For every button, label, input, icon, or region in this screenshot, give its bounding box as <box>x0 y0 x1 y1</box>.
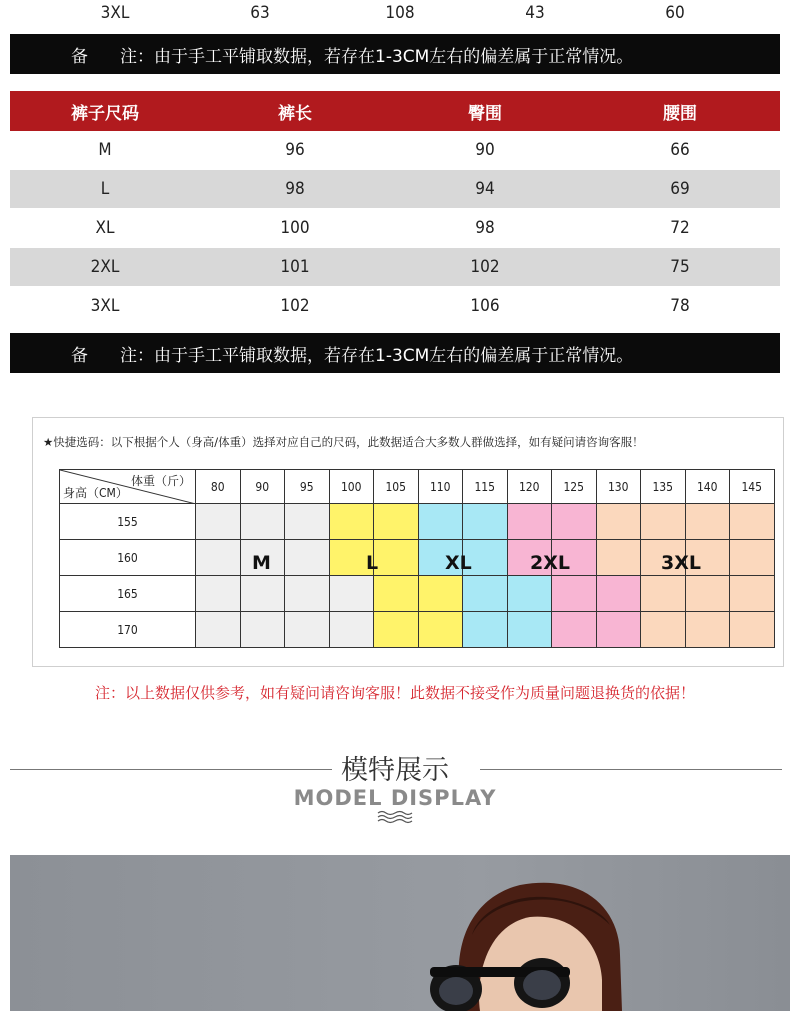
cell-length: 102 <box>280 296 310 316</box>
header-hip: 臀围 <box>468 103 502 124</box>
top-row-c4: 43 <box>525 3 545 23</box>
table-row <box>10 248 780 286</box>
pants-table-header <box>10 91 780 131</box>
grid-cell <box>329 504 374 540</box>
grid-cell <box>374 612 419 648</box>
note-label: 备 <box>71 46 88 67</box>
grid-cell <box>730 612 775 648</box>
height-header: 155 <box>60 504 196 540</box>
cell-waist: 69 <box>670 179 690 199</box>
size-label-2xl: 2XL <box>530 552 570 574</box>
note-label: 备 <box>71 345 88 366</box>
model-photo-graphic <box>10 855 790 1011</box>
header-waist: 腰围 <box>663 103 697 124</box>
top-table-row <box>0 0 790 26</box>
size-label-xl: XL <box>445 552 472 574</box>
height-header: 165 <box>60 576 196 612</box>
cell-waist: 75 <box>670 257 690 277</box>
table-row <box>10 170 780 208</box>
weight-header: 145 <box>730 470 775 504</box>
size-label-m: M <box>252 552 271 574</box>
grid-cell <box>685 540 730 576</box>
grid-cell <box>596 576 641 612</box>
grid-cell <box>507 540 552 576</box>
grid-cell <box>374 576 419 612</box>
grid-cell <box>196 576 241 612</box>
cell-hip: 106 <box>470 296 500 316</box>
grid-cell <box>596 540 641 576</box>
grid-cell <box>552 612 597 648</box>
grid-cell <box>507 576 552 612</box>
grid-cell <box>329 540 374 576</box>
table-row <box>10 287 780 325</box>
chart-intro: ★快捷选码：以下根据个人（身高/体重）选择对应自己的尺码，此数据适合大多数人群做选择，如有疑问请咨询客服！ <box>43 435 644 449</box>
size-label-3xl: 3XL <box>661 552 701 574</box>
grid-cell <box>374 504 419 540</box>
grid-cell <box>463 612 508 648</box>
grid-cell <box>418 540 463 576</box>
cell-length: 96 <box>285 140 305 160</box>
cell-size: M <box>98 140 112 160</box>
corner-height-label: 身高（CM） <box>63 486 128 500</box>
grid-cell <box>463 576 508 612</box>
top-row-c5: 60 <box>665 3 685 23</box>
model-title: 模特展示 <box>341 755 449 786</box>
weight-header: 140 <box>685 470 730 504</box>
grid-cell <box>329 576 374 612</box>
cell-size: 2XL <box>90 257 120 277</box>
grid-cell <box>507 504 552 540</box>
grid-cell <box>285 576 330 612</box>
cell-size: 3XL <box>90 296 120 316</box>
grid-cell <box>196 612 241 648</box>
grid-cell <box>685 612 730 648</box>
grid-cell <box>240 504 285 540</box>
note-bar-bottom <box>10 333 780 373</box>
grid-cell <box>596 612 641 648</box>
top-row-size: 3XL <box>100 3 130 23</box>
wave-icon <box>377 810 413 824</box>
grid-corner <box>60 470 196 504</box>
cell-length: 101 <box>280 257 310 277</box>
grid-cell <box>240 576 285 612</box>
grid-cell <box>641 612 686 648</box>
weight-header: 80 <box>196 470 241 504</box>
grid-cell <box>641 504 686 540</box>
grid-cell <box>641 540 686 576</box>
grid-cell <box>596 504 641 540</box>
cell-waist: 78 <box>670 296 690 316</box>
grid-cell <box>685 576 730 612</box>
grid-cell <box>507 612 552 648</box>
weight-header: 135 <box>641 470 686 504</box>
cell-waist: 72 <box>670 218 690 238</box>
disclaimer-text: 注：以上数据仅供参考，如有疑问请咨询客服！此数据不接受作为质量问题退换货的依据！ <box>94 684 695 702</box>
cell-hip: 98 <box>475 218 495 238</box>
grid-cell <box>730 540 775 576</box>
cell-size: XL <box>95 218 115 238</box>
height-header: 170 <box>60 612 196 648</box>
weight-header: 105 <box>374 470 419 504</box>
cell-length: 98 <box>285 179 305 199</box>
height-header: 160 <box>60 540 196 576</box>
grid-cell <box>418 576 463 612</box>
grid-cell <box>730 576 775 612</box>
grid-cell <box>196 540 241 576</box>
weight-header: 110 <box>418 470 463 504</box>
grid-cell <box>463 504 508 540</box>
grid-cell <box>240 612 285 648</box>
cell-hip: 102 <box>470 257 500 277</box>
note-bar-top <box>10 34 780 74</box>
model-subtitle: MODEL DISPLAY <box>293 786 497 810</box>
grid-cell <box>685 504 730 540</box>
header-size: 裤子尺码 <box>71 103 139 124</box>
grid-cell <box>374 540 419 576</box>
model-photo <box>10 855 790 1011</box>
top-row-c3: 108 <box>385 3 415 23</box>
cell-waist: 66 <box>670 140 690 160</box>
cell-hip: 94 <box>475 179 495 199</box>
grid-cell <box>552 504 597 540</box>
weight-header: 100 <box>329 470 374 504</box>
grid-cell <box>285 612 330 648</box>
cell-size: L <box>100 179 110 199</box>
header-length: 裤长 <box>278 103 312 124</box>
note-text: 注：由于手工平铺取数据，若存在1-3CM左右的偏差属于正常情况。 <box>120 345 634 366</box>
grid-cell <box>552 576 597 612</box>
grid-cell <box>240 540 285 576</box>
grid-cell <box>730 504 775 540</box>
weight-header: 120 <box>507 470 552 504</box>
table-row <box>10 209 780 247</box>
grid-cell <box>641 576 686 612</box>
note-text: 注：由于手工平铺取数据，若存在1-3CM左右的偏差属于正常情况。 <box>120 46 634 67</box>
top-row-c2: 63 <box>250 3 270 23</box>
weight-header: 115 <box>463 470 508 504</box>
corner-weight-label: 体重（斤） <box>130 474 191 488</box>
weight-header: 130 <box>596 470 641 504</box>
weight-header: 95 <box>285 470 330 504</box>
size-grid <box>59 469 775 648</box>
grid-cell <box>196 504 241 540</box>
grid-cell <box>285 504 330 540</box>
grid-cell <box>285 540 330 576</box>
cell-length: 100 <box>280 218 310 238</box>
weight-header: 125 <box>552 470 597 504</box>
table-row <box>10 131 780 169</box>
grid-cell <box>463 540 508 576</box>
size-label-l: L <box>366 552 379 574</box>
grid-cell <box>418 504 463 540</box>
size-selection-chart <box>32 417 784 667</box>
grid-cell <box>329 612 374 648</box>
weight-header: 90 <box>240 470 285 504</box>
grid-cell <box>418 612 463 648</box>
cell-hip: 90 <box>475 140 495 160</box>
grid-cell <box>552 540 597 576</box>
